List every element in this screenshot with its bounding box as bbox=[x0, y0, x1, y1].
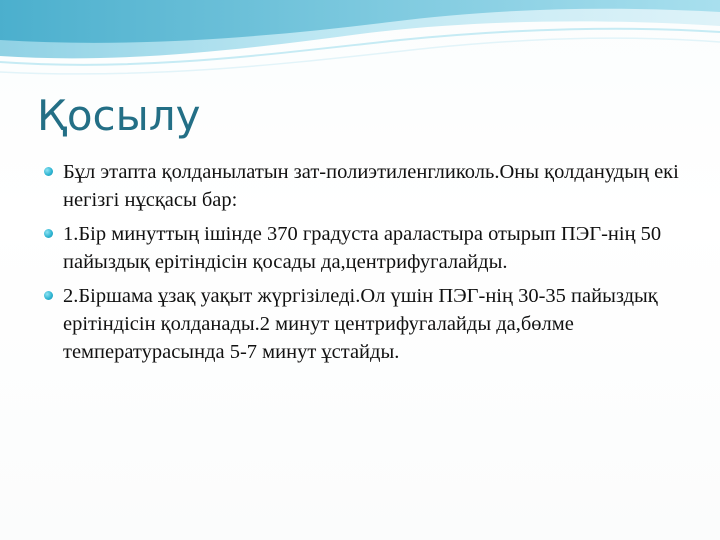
wave-header-decoration bbox=[0, 0, 720, 90]
bullet-text: 1.Бір минуттың ішінде 370 градуста араластыра отырып ПЭГ-нің 50 пайыздық ерітіндісін қосады да,центрифугалайды. bbox=[63, 223, 662, 273]
bullet-dot-icon bbox=[44, 229, 53, 238]
bullet-item bbox=[44, 158, 694, 214]
bullet-text: 2.Біршама ұзақ уақыт жүргізіледі.Ол үшін ПЭГ-нің 30-35 пайыздық ерітіндісін қолданады.2 минут центрифугалайды да,бөлме температурасында 5-7 минут ұстайды. bbox=[63, 285, 658, 363]
bullet-text: Бұл этапта қолданылатын зат-полиэтиленгликоль.Оны қолданудың екі негізгі нұсқасы бар: bbox=[63, 161, 679, 211]
bullet-list bbox=[44, 158, 694, 372]
slide-title: Қосылу bbox=[37, 91, 201, 140]
bullet-item bbox=[44, 282, 694, 366]
bullet-item bbox=[44, 220, 694, 276]
bullet-dot-icon bbox=[44, 167, 53, 176]
bullet-dot-icon bbox=[44, 291, 53, 300]
